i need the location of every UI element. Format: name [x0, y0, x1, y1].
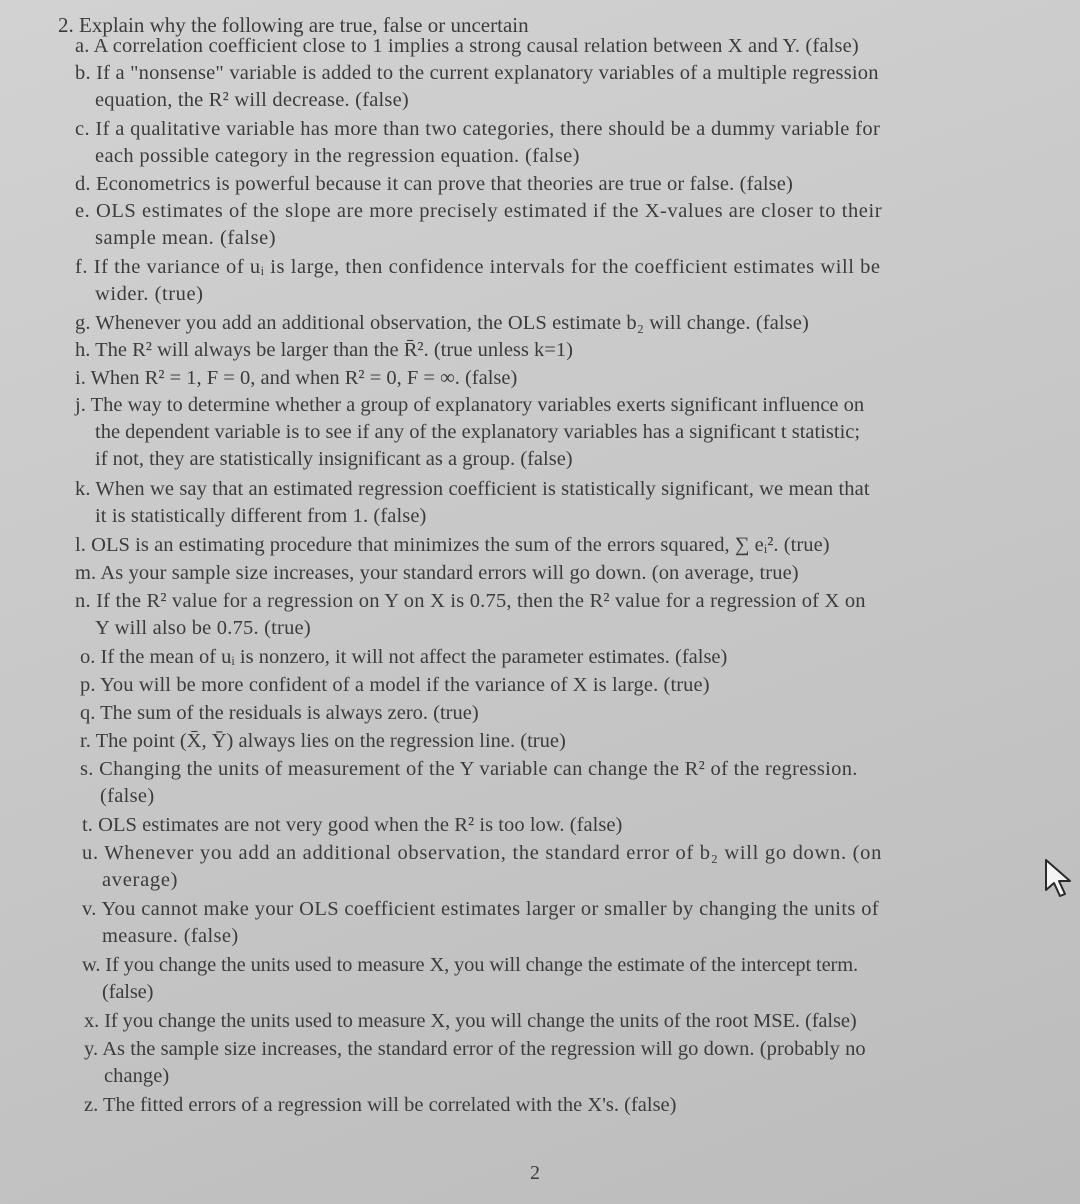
question-item-f	[75, 254, 881, 308]
question-item-line: q. The sum of the residuals is always zero. (true)	[80, 702, 479, 724]
question-item-line: z. The fitted errors of a regression will be correlated with the X's. (false)	[84, 1094, 677, 1116]
question-item-line: u. Whenever you add an additional observation, the standard error of b₂ will go down. (on	[82, 842, 883, 864]
question-item-line: Y will also be 0.75. (true)	[95, 617, 311, 639]
question-item-line: y. As the sample size increases, the standard error of the regression will go down. (probably no	[84, 1038, 866, 1060]
question-item-a	[75, 33, 859, 60]
question-item-u	[82, 840, 882, 894]
question-item-i	[75, 365, 517, 392]
question-item-line: wider. (true)	[95, 283, 204, 305]
question-item-line: (false)	[102, 981, 154, 1003]
question-item-line: h. The R² will always be larger than the R̄². (true unless k=1)	[75, 339, 573, 361]
question-item-line: c. If a qualitative variable has more than two categories, there should be a dummy variable for	[75, 118, 881, 140]
question-item-line: f. If the variance of uᵢ is large, then confidence intervals for the coefficient estimates will be	[75, 256, 881, 278]
question-item-line: l. OLS is an estimating procedure that minimizes the sum of the errors squared, ∑ eᵢ². (true)	[75, 534, 830, 556]
question-item-line: t. OLS estimates are not very good when the R² is too low. (false)	[82, 814, 623, 836]
question-item-line: j. The way to determine whether a group of explanatory variables exerts significant influence on	[75, 394, 865, 416]
question-item-g	[75, 310, 809, 337]
question-item-line: o. If the mean of uᵢ is nonzero, it will not affect the parameter estimates. (false)	[80, 646, 728, 668]
question-item-m	[75, 560, 799, 587]
question-item-line: sample mean. (false)	[95, 227, 277, 249]
question-item-t	[82, 812, 622, 839]
question-item-line: w. If you change the units used to measure X, you will change the estimate of the intercept term.	[82, 954, 858, 976]
question-item-line: each possible category in the regression equation. (false)	[95, 145, 580, 167]
question-item-line: change)	[104, 1065, 170, 1087]
question-item-c	[75, 116, 880, 170]
question-item-z	[84, 1092, 676, 1119]
page-number: 2	[530, 1162, 540, 1184]
question-item-q	[80, 700, 479, 727]
question-item-line: if not, they are statistically insignificant as a group. (false)	[95, 448, 573, 470]
question-title: 2. Explain why the following are true, false or uncertain	[58, 13, 529, 37]
question-item-line: p. You will be more confident of a model if the variance of X is large. (true)	[80, 674, 710, 696]
question-item-line: v. You cannot make your OLS coefficient estimates larger or smaller by changing the units of	[82, 898, 879, 920]
question-item-line: it is statistically different from 1. (false)	[95, 505, 427, 527]
question-item-b	[75, 60, 879, 114]
question-item-x	[84, 1008, 857, 1035]
question-item-line: k. When we say that an estimated regression coefficient is statistically significant, we mean that	[75, 478, 870, 500]
question-item-o	[80, 644, 727, 671]
question-item-line: a. A correlation coefficient close to 1 implies a strong causal relation between X and Y. (false)	[75, 35, 859, 57]
question-item-s	[80, 756, 858, 810]
question-item-line: r. The point (X̄, Ȳ) always lies on the regression line. (true)	[80, 730, 566, 752]
question-item-l	[75, 532, 830, 559]
question-item-line: e. OLS estimates of the slope are more precisely estimated if the X-values are closer to their	[75, 200, 883, 222]
question-item-line: m. As your sample size increases, your standard errors will go down. (on average, true)	[75, 562, 799, 584]
question-item-h	[75, 337, 573, 364]
question-item-p	[80, 672, 710, 699]
question-item-line: i. When R² = 1, F = 0, and when R² = 0, F = ∞. (false)	[75, 367, 518, 389]
question-item-k	[75, 476, 870, 530]
question-item-line: n. If the R² value for a regression on Y on X is 0.75, then the R² value for a regression of X on	[75, 590, 866, 612]
question-item-line: the dependent variable is to see if any of the explanatory variables has a significant t statistic;	[95, 421, 861, 443]
question-item-line: d. Econometrics is powerful because it can prove that theories are true or false. (false)	[75, 173, 794, 195]
question-item-line: g. Whenever you add an additional observation, the OLS estimate b₂ will change. (false)	[75, 312, 809, 334]
question-item-v	[82, 896, 879, 950]
question-item-line: (false)	[100, 785, 155, 807]
question-item-n	[75, 588, 866, 642]
question-item-e	[75, 198, 882, 252]
question-item-j	[75, 392, 864, 473]
question-item-line: average)	[102, 869, 179, 891]
question-item-line: x. If you change the units used to measure X, you will change the units of the root MSE. (false)	[84, 1010, 857, 1032]
question-item-r	[80, 728, 566, 755]
question-item-y	[84, 1036, 866, 1090]
mouse-pointer-icon	[1043, 858, 1077, 900]
question-item-d	[75, 171, 793, 198]
question-item-w	[82, 952, 858, 1006]
question-item-line: b. If a "nonsense" variable is added to the current explanatory variables of a multiple regression	[75, 62, 879, 84]
question-item-line: equation, the R² will decrease. (false)	[95, 89, 409, 111]
question-item-line: measure. (false)	[102, 925, 239, 947]
question-item-line: s. Changing the units of measurement of the Y variable can change the R² of the regression.	[80, 758, 858, 780]
